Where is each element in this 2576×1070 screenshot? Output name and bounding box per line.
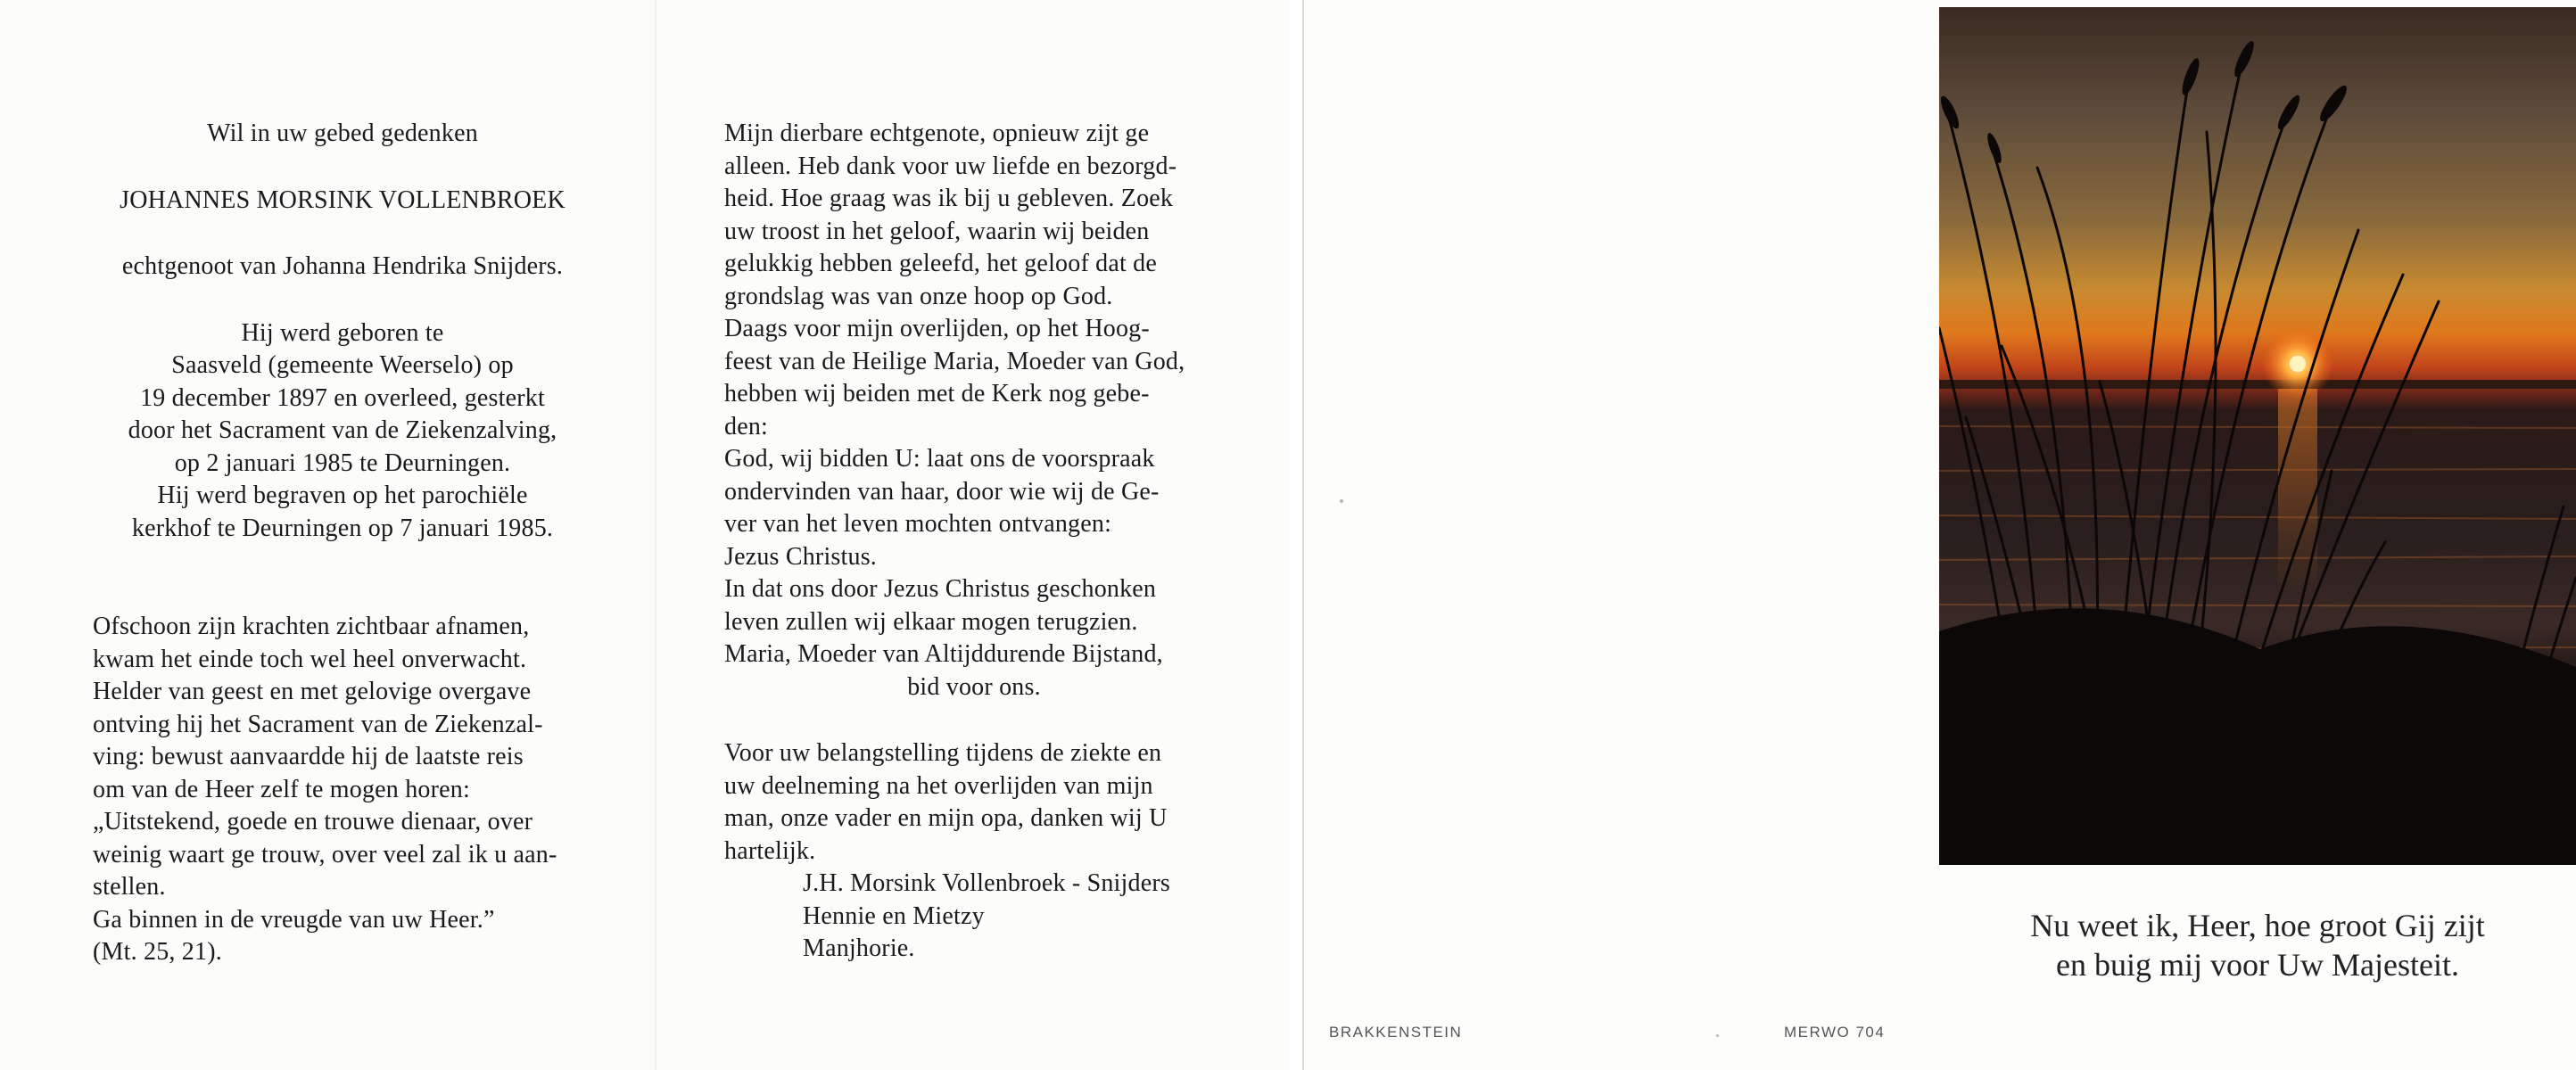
text-line: Maria, Moeder van Altijddurende Bijstand,: [724, 640, 1163, 668]
caption-line: Nu weet ik, Heer, hoe groot Gij zijt: [2030, 908, 2485, 943]
body-line: Helder van geest en met gelovige overgave: [93, 678, 532, 705]
deceased-name: JOHANNES MORSINK VOLLENBROEK: [120, 185, 566, 214]
text-line: heid. Hoe graag was ik bij u gebleven. Zoek: [724, 185, 1174, 212]
bio-line: Hij werd geboren te: [241, 318, 444, 347]
text-line: grondslag was van onze hoop op God.: [724, 282, 1113, 310]
body-line: om van de Heer zelf te mogen horen:: [93, 775, 470, 803]
signature-line: J.H. Morsink Vollenbroek - Snijders: [803, 869, 1170, 897]
spouse-line: echtgenoot van Johanna Hendrika Snijders.: [121, 252, 564, 280]
publisher-label: BRAKKENSTEIN: [1329, 1024, 1463, 1041]
text-line: leven zullen wij elkaar mogen terugzien.: [724, 607, 1138, 636]
body-line: Ofschoon zijn krachten zichtbaar afnamen,: [93, 613, 530, 640]
scan-gap: [1290, 0, 1302, 1070]
thanks-text: [724, 737, 1224, 868]
text-line: Mijn dierbare echtgenote, opnieuw zijt ge: [724, 119, 1150, 147]
paper-speck: [1340, 499, 1343, 503]
text-line: gelukkig hebben geleefd, het geloof dat de: [724, 250, 1158, 277]
text-line: uw deelneming na het overlijden van mijn: [724, 771, 1153, 800]
sunset-reeds-photo: [1939, 7, 2576, 865]
text-line: alleen. Heb dank voor uw liefde en bezorgd-: [724, 152, 1177, 180]
memorial-column-1: [93, 118, 592, 969]
text-line: uw troost in het geloof, waarin wij beiden: [724, 217, 1150, 245]
body-line: weinig waart ge trouw, over veel zal ik u aan-: [93, 840, 557, 868]
farewell-text: [724, 118, 1224, 704]
text-line: hartelijk.: [724, 836, 816, 865]
body-line: ontving hij het Sacrament van de Ziekenzal-: [93, 710, 543, 738]
memorial-column-2: [724, 118, 1224, 966]
bio-line: op 2 januari 1985 te Deurningen.: [174, 449, 511, 477]
body-line: ving: bewust aanvaardde hij de laatste reis: [93, 743, 524, 770]
body-line: (Mt. 25, 21).: [93, 938, 222, 966]
text-line: feest van de Heilige Maria, Moeder van God,: [724, 347, 1185, 375]
signature-line: Hennie en Mietzy: [803, 901, 985, 930]
paper-speck: [1716, 1034, 1719, 1037]
body-line: kwam het einde toch wel heel onverwacht.: [93, 645, 527, 673]
text-line: Jezus Christus.: [724, 542, 877, 571]
text-line: Voor uw belangstelling tijdens de ziekte en: [724, 739, 1162, 767]
biography: [93, 317, 592, 546]
bio-line: Hij werd begraven op het parochiële: [157, 482, 528, 509]
body-text: [93, 611, 592, 969]
body-line: stellen.: [93, 873, 166, 901]
caption-line: en buig mij voor Uw Majesteit.: [2056, 947, 2459, 983]
body-line: „Uitstekend, goede en trouwe dienaar, over: [93, 808, 533, 835]
body-line: Ga binnen in de vreugde van uw Heer.”: [93, 905, 495, 934]
intro-line: Wil in uw gebed gedenken: [207, 119, 478, 147]
prayer-end: bid voor ons.: [907, 672, 1041, 701]
text-line: God, wij bidden U: laat ons de voorspraak: [724, 445, 1155, 473]
bio-line: kerkhof te Deurningen op 7 januari 1985.: [131, 514, 554, 542]
text-line: hebben wij beiden met de Kerk nog gebe-: [724, 380, 1150, 407]
bio-line: 19 december 1897 en overleed, gesterkt: [140, 383, 545, 412]
text-line: Daags voor mijn overlijden, op het Hoog-: [724, 315, 1150, 342]
text-line: ver van het leven mochten ontvangen:: [724, 510, 1112, 538]
text-line: In dat ons door Jezus Christus geschonken: [724, 575, 1157, 603]
bio-line: Saasveld (gemeente Weerselo) op: [171, 351, 514, 379]
text-line: man, onze vader en mijn opa, danken wij U: [724, 804, 1168, 832]
product-code: MERWO 704: [1784, 1024, 1886, 1041]
signature-line: Manjhorie.: [803, 934, 915, 962]
bio-line: door het Sacrament van de Ziekenzalving,: [128, 416, 557, 444]
text-line: ondervinden van haar, door wie wij de Ge-: [724, 477, 1160, 506]
card-caption: [1939, 906, 2576, 984]
signatures: [724, 868, 1224, 966]
text-line: den:: [724, 412, 769, 440]
